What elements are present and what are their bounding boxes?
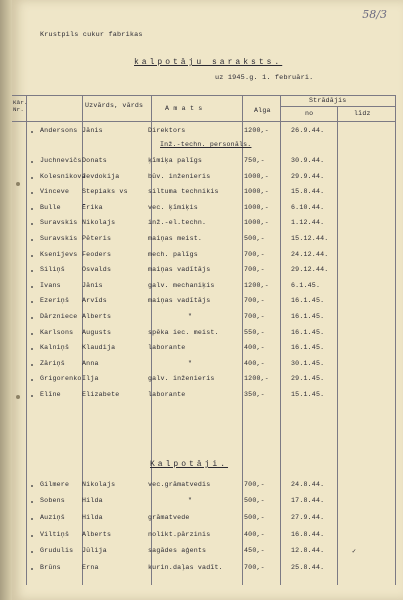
row-name: Hilda xyxy=(82,497,103,504)
column-header-from: no xyxy=(305,110,314,117)
row-surname: Auziņš xyxy=(40,513,65,521)
row-salary: 750,- xyxy=(244,157,265,164)
row-position: galv. inženieris xyxy=(148,375,215,383)
organization-name: Krustpils cukur fabrikas xyxy=(40,31,143,39)
row-name: Osvalds xyxy=(82,266,112,274)
row-position: vec. ķīmiķis xyxy=(148,203,198,211)
row-name: Ērika xyxy=(82,203,103,211)
section-heading-employees: Kalpotāji. xyxy=(150,460,229,469)
row-position: vec.grāmatvedis xyxy=(148,481,211,488)
row-marker xyxy=(31,270,33,272)
row-employed-from: 6.1.45. xyxy=(291,281,321,289)
row-salary: 700,- xyxy=(244,297,265,305)
row-salary: 400,- xyxy=(244,530,265,538)
row-name: Alberts xyxy=(82,530,112,538)
row-marker xyxy=(31,485,33,487)
row-surname: Suravskis xyxy=(40,219,78,227)
column-header-salary: Alga xyxy=(254,107,271,114)
row-employed-from: 16.1.45. xyxy=(291,297,325,305)
row-employed-from: 25.8.44. xyxy=(291,564,325,572)
row-employed-from: 16.8.44. xyxy=(291,530,325,538)
row-name: Alberts xyxy=(82,313,112,320)
row-marker xyxy=(31,348,33,350)
row-name: Stepiaks vs xyxy=(82,188,128,196)
row-employed-from: 24.8.44. xyxy=(291,481,325,488)
row-name: Anna xyxy=(82,359,99,367)
row-marker xyxy=(31,364,33,366)
row-marker xyxy=(31,223,33,225)
row-surname: Sobens xyxy=(40,497,65,504)
row-name: Arvīds xyxy=(82,297,107,305)
section-heading-engineering: Inž.-techn. personāls. xyxy=(160,141,252,148)
table-col-line xyxy=(26,95,27,585)
row-position: " xyxy=(188,359,193,367)
row-surname: Zāriņš xyxy=(40,359,65,367)
binding-hole xyxy=(16,182,20,186)
row-salary: 1200,- xyxy=(244,281,269,289)
row-salary: 700,- xyxy=(244,564,265,572)
row-position: ķīmiķa palīgs xyxy=(148,157,203,164)
row-position: Direktors xyxy=(148,127,186,134)
row-position: maiņas meist. xyxy=(148,235,203,242)
row-employed-from: 29.12.44. xyxy=(291,266,329,274)
row-employed-to: ✓ xyxy=(352,548,357,556)
row-salary: 1000,- xyxy=(244,219,269,227)
row-salary: 700,- xyxy=(244,313,265,320)
row-marker xyxy=(31,161,33,163)
row-employed-from: 16.1.45. xyxy=(291,344,325,352)
column-header-nr: Kār. Nr. xyxy=(13,99,28,113)
row-surname: Kolesnikova xyxy=(40,172,86,180)
column-header-employment: Strādājis xyxy=(309,97,347,104)
table-top-rule xyxy=(12,95,395,96)
row-surname: Elīne xyxy=(40,391,61,398)
row-surname: Kalniņš xyxy=(40,344,70,352)
row-position: spēka iec. meist. xyxy=(148,328,219,336)
table-col-line xyxy=(151,95,152,585)
row-name: Ilja xyxy=(82,375,99,383)
row-surname: Ksenijevs xyxy=(40,250,78,258)
row-name: Erna xyxy=(82,564,99,572)
column-header-name: Uzvārds, vārds xyxy=(85,102,144,109)
row-marker xyxy=(31,551,33,553)
column-header-to: līdz xyxy=(354,110,371,117)
row-name: Donats xyxy=(82,157,107,164)
row-employed-from: 16.1.45. xyxy=(291,328,325,336)
row-position: galv. mechaniķis xyxy=(148,281,215,289)
row-salary: 500,- xyxy=(244,513,265,521)
row-marker xyxy=(31,177,33,179)
row-employed-from: 29.9.44. xyxy=(291,172,325,180)
row-salary: 1000,- xyxy=(244,172,269,180)
row-position: " xyxy=(188,313,193,320)
row-employed-from: 1.12.44. xyxy=(291,219,325,227)
row-employed-from: 30.9.44. xyxy=(291,157,325,164)
row-salary: 1000,- xyxy=(244,203,269,211)
row-employed-from: 15.1.45. xyxy=(291,391,325,398)
row-name: Elizabete xyxy=(82,391,120,398)
row-salary: 700,- xyxy=(244,250,265,258)
row-surname: Suravskis xyxy=(40,235,78,242)
row-salary: 350,- xyxy=(244,391,265,398)
row-position: mech. palīgs xyxy=(148,250,198,258)
table-col-line xyxy=(395,95,396,585)
row-position: laborante xyxy=(148,391,186,398)
row-position: sagādes aģents xyxy=(148,547,207,555)
row-position: maiņas vadītājs xyxy=(148,266,211,274)
row-surname: Siliņš xyxy=(40,266,65,274)
row-marker xyxy=(31,192,33,194)
row-marker xyxy=(31,568,33,570)
row-position: kurin.daļas vadīt. xyxy=(148,564,223,572)
row-marker xyxy=(31,317,33,319)
row-surname: Grigorenko xyxy=(40,375,82,383)
row-surname: Bulle xyxy=(40,203,61,211)
document-page xyxy=(12,0,403,600)
document-date: uz 1945.g. 1. februāri. xyxy=(215,74,314,82)
table-col-line xyxy=(82,95,83,585)
row-name: Jevdokija xyxy=(82,172,120,180)
row-surname: Dārzniece xyxy=(40,313,78,320)
row-surname: Gilmere xyxy=(40,481,70,488)
row-salary: 1000,- xyxy=(244,188,269,196)
row-surname: Vinceve xyxy=(40,188,70,196)
row-name: Pēteris xyxy=(82,235,112,242)
table-col-line xyxy=(337,106,338,585)
row-surname: Brūns xyxy=(40,564,61,572)
row-salary: 450,- xyxy=(244,547,265,555)
row-employed-from: 29.1.45. xyxy=(291,375,325,383)
row-surname: Andersons xyxy=(40,127,78,134)
row-name: Augusts xyxy=(82,328,112,336)
row-employed-from: 6.10.44. xyxy=(291,203,325,211)
row-position: inž.-el.techn. xyxy=(148,219,207,227)
row-employed-from: 15.12.44. xyxy=(291,235,329,242)
row-position: siltuma technikis xyxy=(148,188,219,196)
row-surname: Karlsons xyxy=(40,328,74,336)
row-name: Hilda xyxy=(82,513,103,521)
row-employed-from: 15.8.44. xyxy=(291,188,325,196)
row-position: būv. inženieris xyxy=(148,172,211,180)
row-marker xyxy=(31,333,33,335)
document-title: kalpotāju saraksts. xyxy=(134,58,283,67)
row-name: Klaudija xyxy=(82,344,116,352)
row-salary: 400,- xyxy=(244,344,265,352)
row-position: " xyxy=(188,497,193,504)
binding-hole xyxy=(16,395,20,399)
row-salary: 500,- xyxy=(244,497,265,504)
row-salary: 500,- xyxy=(244,235,265,242)
row-marker xyxy=(31,379,33,381)
page-number: 58/3 xyxy=(362,8,387,21)
row-position: laborante xyxy=(148,344,186,352)
row-employed-from: 27.9.44. xyxy=(291,513,325,521)
row-marker xyxy=(31,286,33,288)
row-employed-from: 30.1.45. xyxy=(291,359,325,367)
row-employed-from: 26.9.44. xyxy=(291,127,325,134)
row-marker xyxy=(31,239,33,241)
row-marker xyxy=(31,395,33,397)
row-surname: Ivans xyxy=(40,281,61,289)
row-salary: 400,- xyxy=(244,359,265,367)
row-surname: Juchnevičs xyxy=(40,157,82,164)
row-salary: 550,- xyxy=(244,328,265,336)
row-salary: 1200,- xyxy=(244,127,269,134)
row-employed-from: 24.12.44. xyxy=(291,250,329,258)
row-name: Jānis xyxy=(82,281,103,289)
row-position: maiņas vadītājs xyxy=(148,297,211,305)
row-marker xyxy=(31,301,33,303)
row-position: nolikt.pārzinis xyxy=(148,530,211,538)
row-name: Jūlija xyxy=(82,547,107,555)
row-salary: 1200,- xyxy=(244,375,269,383)
row-employed-from: 17.8.44. xyxy=(291,497,325,504)
row-marker xyxy=(31,535,33,537)
row-name: Feoders xyxy=(82,250,112,258)
row-name: Nikolajs xyxy=(82,219,116,227)
row-surname: Grudulis xyxy=(40,547,74,555)
row-marker xyxy=(31,501,33,503)
row-position: grāmatvede xyxy=(148,513,190,521)
row-marker xyxy=(31,131,33,133)
row-name: Nikolajs xyxy=(82,481,116,488)
row-marker xyxy=(31,518,33,520)
row-name: Jānis xyxy=(82,127,103,134)
row-marker xyxy=(31,208,33,210)
row-surname: Viltiņš xyxy=(40,530,70,538)
row-salary: 700,- xyxy=(244,481,265,488)
row-employed-from: 12.8.44. xyxy=(291,547,325,555)
table-col-line xyxy=(280,95,281,585)
row-marker xyxy=(31,255,33,257)
table-col-line xyxy=(242,95,243,585)
row-surname: Ezeriņš xyxy=(40,297,70,305)
column-header-position: A m a t s xyxy=(165,105,203,112)
row-salary: 700,- xyxy=(244,266,265,274)
row-employed-from: 16.1.45. xyxy=(291,313,325,320)
